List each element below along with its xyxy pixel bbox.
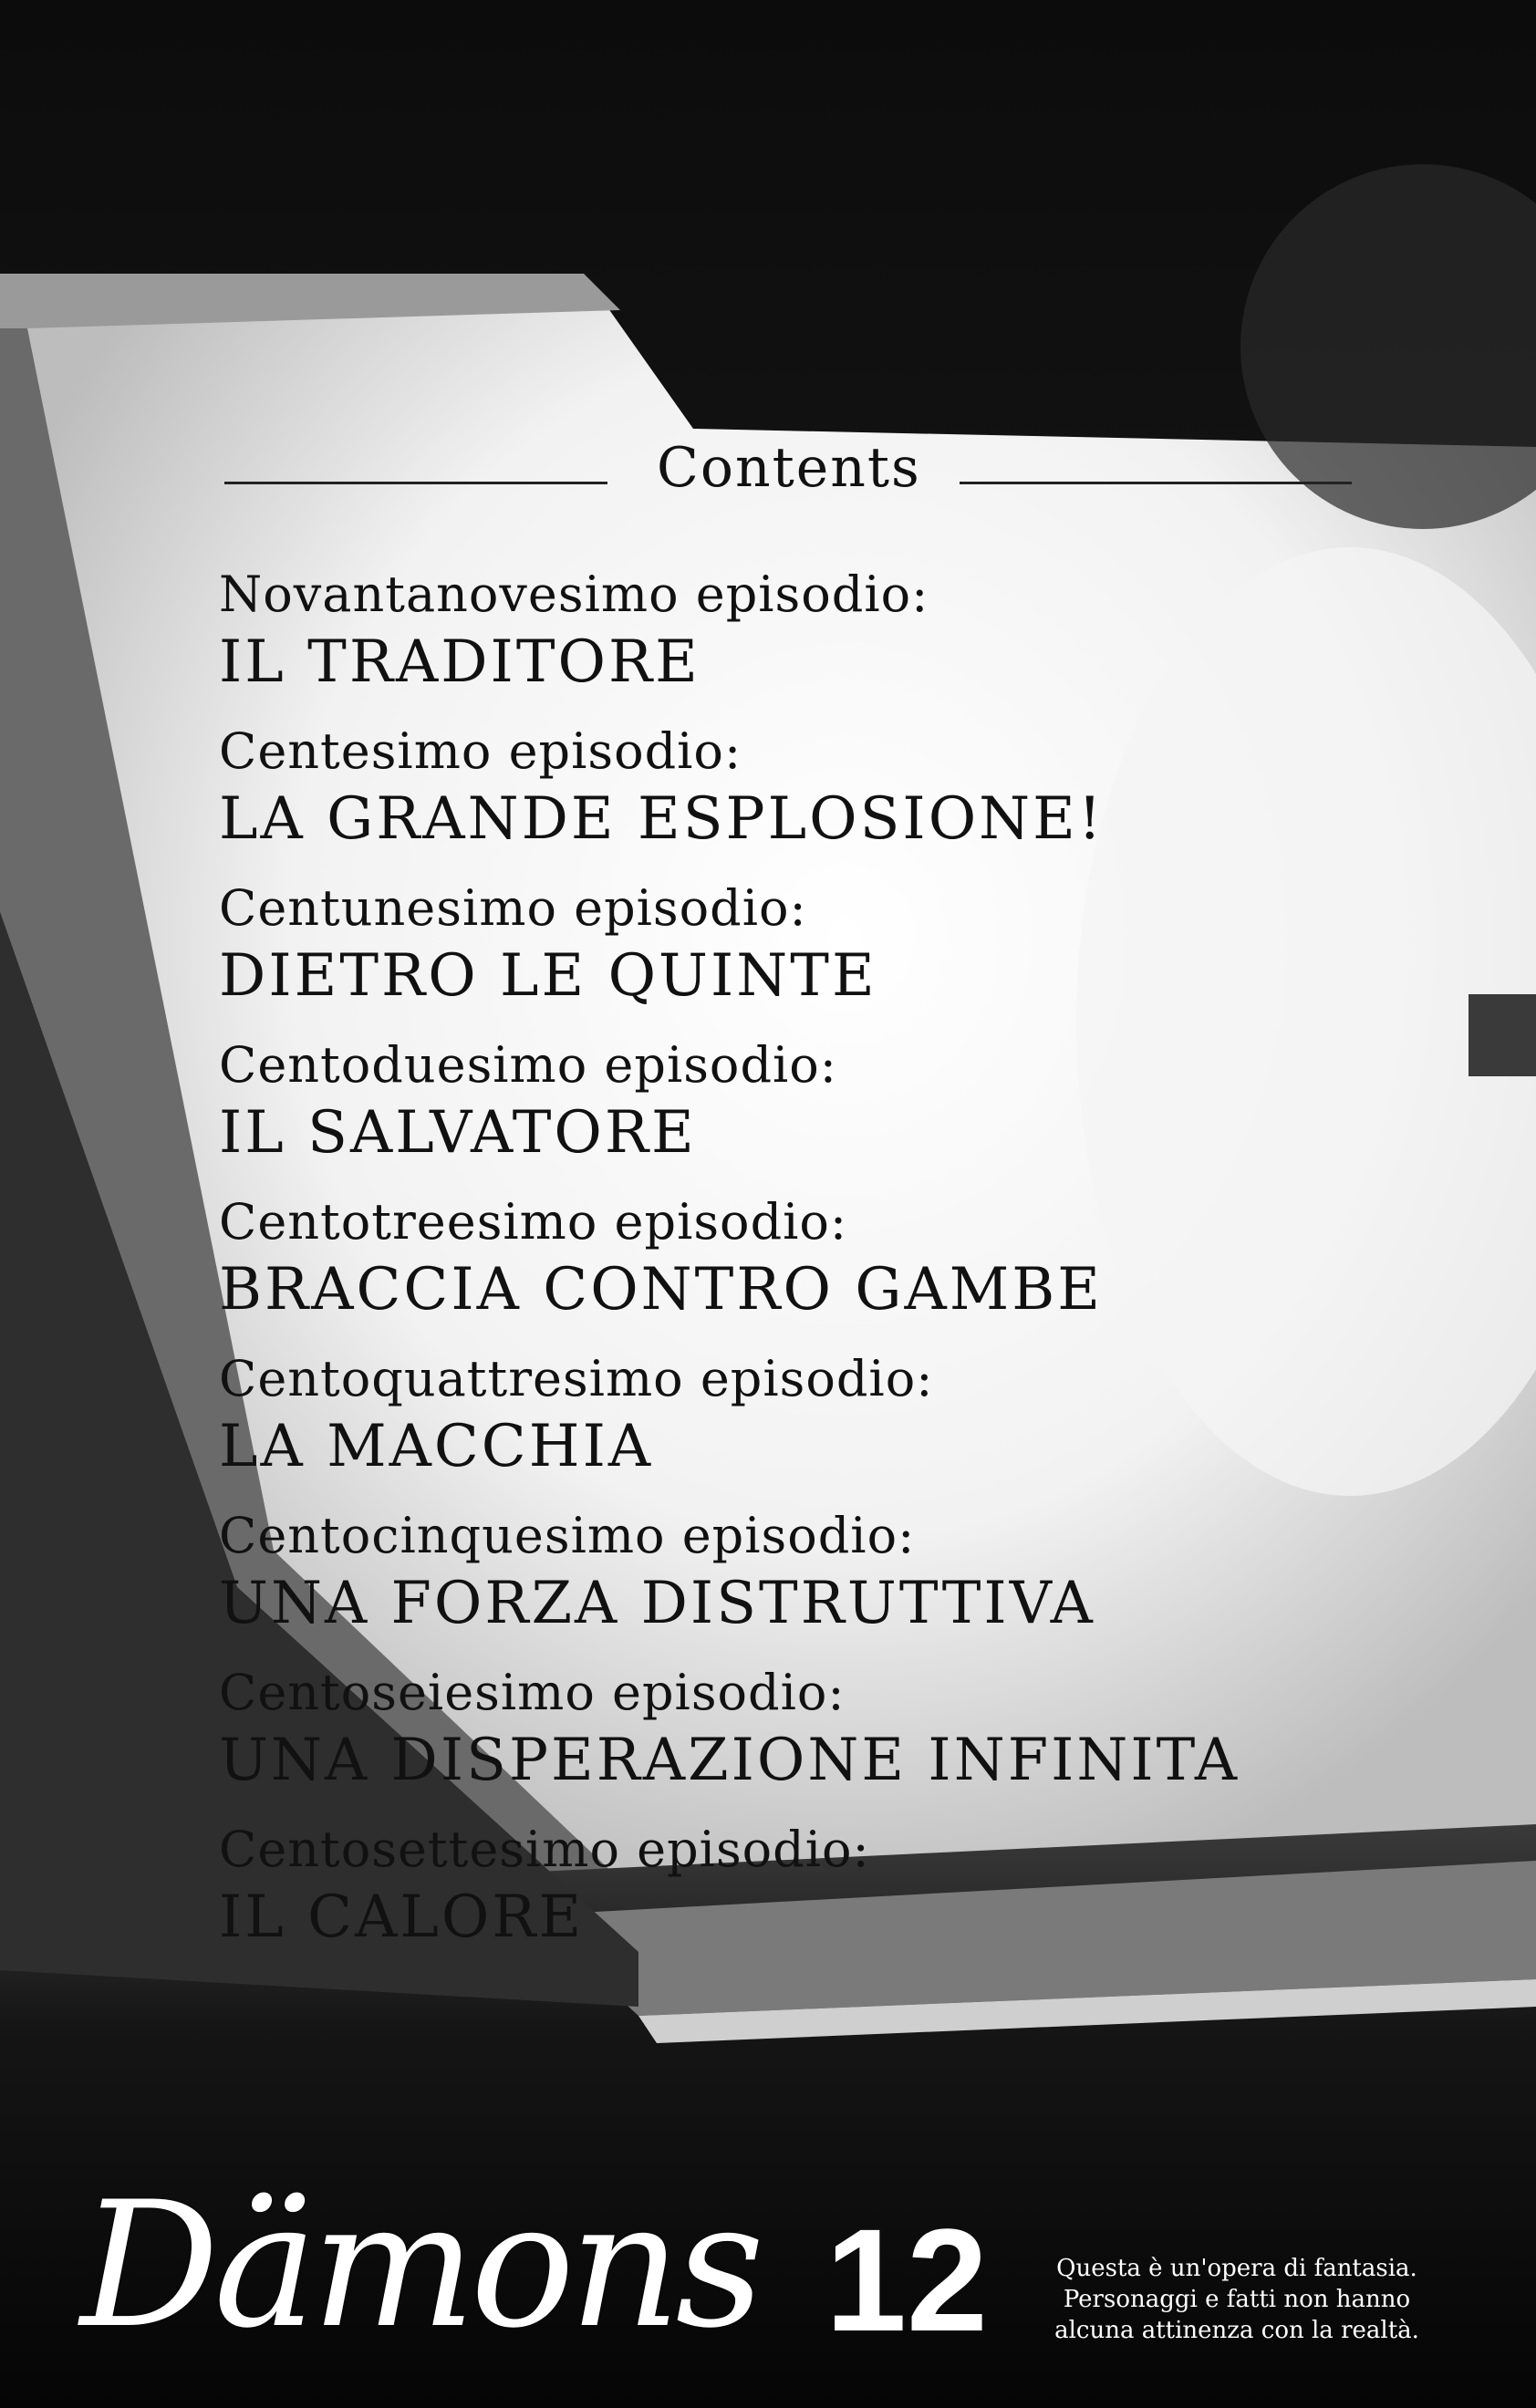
episode-label: Centoduesimo episodio:: [219, 1036, 837, 1094]
episode-label: Centotreesimo episodio:: [219, 1193, 848, 1251]
toc-entry-103: [219, 1193, 1332, 1350]
episode-title: BRACCIA CONTRO GAMBE: [219, 1256, 1103, 1323]
contents-heading-row: [0, 436, 1536, 500]
episode-title: UNA DISPERAZIONE INFINITA: [219, 1727, 1240, 1794]
series-logo: Dämons: [80, 2164, 760, 2366]
episode-label: Centesimo episodio:: [219, 722, 742, 780]
episode-label: Centosettesimo episodio:: [219, 1821, 870, 1878]
episode-title: IL SALVATORE: [219, 1099, 697, 1167]
toc-entry-100: [219, 722, 1332, 879]
disclaimer-line: Questa è un'opera di fantasia.: [1056, 2255, 1417, 2282]
fiction-disclaimer: [1018, 2253, 1456, 2346]
toc-entry-105: [219, 1507, 1332, 1664]
disclaimer-line: alcuna attinenza con la realtà.: [1054, 2317, 1419, 2344]
episode-title: LA MACCHIA: [219, 1413, 654, 1480]
episode-title: DIETRO LE QUINTE: [219, 942, 877, 1010]
episode-label: Centunesimo episodio:: [219, 879, 807, 937]
heading-rule-right: [960, 482, 1352, 484]
episode-title: IL TRADITORE: [219, 628, 701, 696]
heading-rule-left: [224, 482, 607, 484]
table-of-contents: [219, 566, 1332, 1977]
toc-entry-99: [219, 566, 1332, 722]
episode-label: Novantanovesimo episodio:: [219, 566, 929, 623]
episode-label: Centoseiesimo episodio:: [219, 1664, 846, 1721]
toc-entry-104: [219, 1350, 1332, 1507]
toc-entry-102: [219, 1036, 1332, 1193]
toc-entry-106: [219, 1664, 1332, 1821]
episode-label: Centoquattresimo episodio:: [219, 1350, 934, 1407]
episode-title: IL CALORE: [219, 1884, 585, 1951]
episode-title: LA GRANDE ESPLOSIONE!: [219, 785, 1105, 853]
disclaimer-line: Personaggi e fatti non hanno: [1063, 2286, 1411, 2313]
toc-entry-101: [219, 879, 1332, 1036]
contents-heading: Contents: [657, 436, 921, 500]
volume-number: 12: [825, 2198, 988, 2361]
toc-entry-107: [219, 1821, 1332, 1977]
episode-title: UNA FORZA DISTRUTTIVA: [219, 1570, 1095, 1637]
episode-label: Centocinquesimo episodio:: [219, 1507, 916, 1564]
